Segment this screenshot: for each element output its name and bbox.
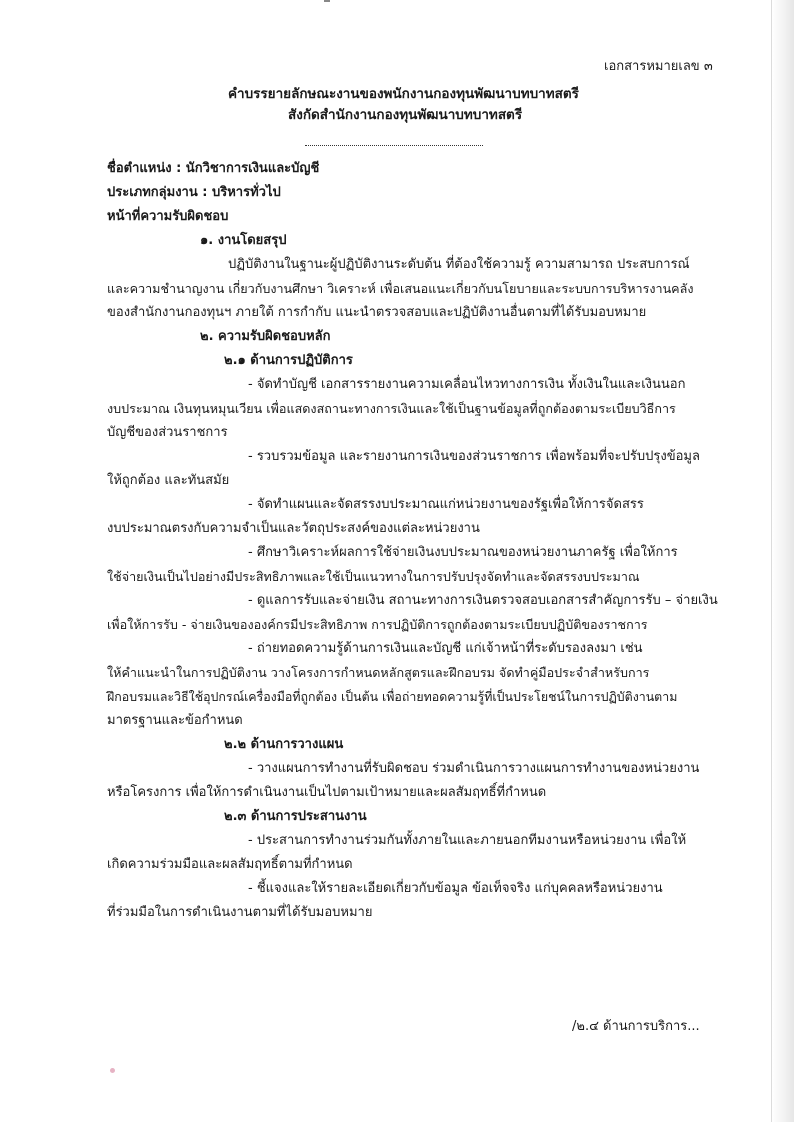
bullet-line: - ดูแลการรับและจ่ายเงิน สถานะทางการเงินตรวจสอบเอกสารสำคัญการรับ – จ่ายเงิน [248, 593, 718, 608]
bullet-line: - ศึกษาวิเคราะห์ผลการใช้จ่ายเงินงบประมาณของหน่วยงานภาครัฐ เพื่อให้การ [248, 545, 678, 560]
bullet-line: - ประสานการทำงานร่วมกันทั้งภายในและภายนอกทีมงานหรือหน่วยงาน เพื่อให้ [248, 833, 687, 848]
section-1-line: ของสำนักงานกองทุนฯ ภายใต้ การกำกับ แนะนำตรวจสอบและปฏิบัติงานอื่นตามที่ได้รับมอบหมาย [107, 305, 647, 320]
section-1-line: ปฏิบัติงานในฐานะผู้ปฏิบัติงานระดับต้น ที่ต้องใช้ความรู้ ความสามารถ ประสบการณ์ [228, 257, 690, 272]
page-edge-shadow [772, 0, 794, 1122]
bullet-line: ใช้จ่ายเงินเป็นไปอย่างมีประสิทธิภาพและใช้เป็นแนวทางในการปรับปรุงจัดทำและจัดสรรงบประมาณ [107, 569, 640, 584]
bullet-line: มาตรฐานและข้อกำหนด [107, 713, 243, 728]
document-title: คำบรรยายลักษณะงานของพนักงานกองทุนพัฒนาบทบาทสตรี [228, 86, 579, 102]
section-2-heading: ๒. ความรับผิดชอบหลัก [200, 329, 331, 344]
section-2-3-heading: ๒.๓ ด้านการประสานงาน [224, 809, 367, 824]
bullet-line: บัญชีของส่วนราชการ [107, 425, 228, 440]
bullet-line: ให้ถูกต้อง และทันสมัย [107, 473, 230, 488]
scan-mark [324, 0, 330, 2]
bullet-line: เพื่อให้การรับ - จ่ายเงินขององค์กรมีประสิทธิภาพ การปฏิบัติการถูกต้องตามระเบียบปฏิบัติของราชการ [107, 617, 648, 632]
scan-speck [110, 1068, 115, 1073]
bullet-line: ให้คำแนะนำในการปฏิบัติงาน วางโครงการกำหนดหลักสูตรและฝึกอบรม จัดทำคู่มือประจำสำหรับการ [107, 665, 650, 680]
bullet-line: งบประมาณ เงินทุนหมุนเวียน เพื่อแสดงสถานะทางการเงินและใช้เป็นฐานข้อมูลที่ถูกต้องตามระเบียบวิธีการ [107, 401, 676, 416]
bullet-line: - ชี้แจงและให้รายละเอียดเกี่ยวกับข้อมูล ข้อเท็จจริง แก่บุคคลหรือหน่วยงาน [248, 881, 663, 896]
bullet-line: - รวบรวมข้อมูล และรายงานการเงินของส่วนราชการ เพื่อพร้อมที่จะปรับปรุงข้อมูล [248, 449, 700, 464]
title-dotted-divider [305, 145, 483, 146]
section-1-line: และความชำนาญงาน เกี่ยวกับงานศึกษา วิเคราะห์ เพื่อเสนอแนะเกี่ยวกับนโยบายและระบบการบริหารงานคลัง [107, 281, 694, 296]
bullet-line: หรือโครงการ เพื่อให้การดำเนินงานเป็นไปตามเป้าหมายและผลสัมฤทธิ์ที่กำหนด [107, 785, 547, 800]
section-1-heading: ๑. งานโดยสรุป [200, 233, 287, 248]
bullet-line: - ถ่ายทอดความรู้ด้านการเงินและบัญชี แก่เจ้าหน้าที่ระดับรองลงมา เช่น [248, 641, 643, 656]
document-subtitle: สังกัดสำนักงานกองทุนพัฒนาบทบาทสตรี [288, 107, 523, 123]
bullet-line: งบประมาณตรงกับความจำเป็นและวัตถุประสงค์ของแต่ละหน่วยงาน [107, 521, 480, 536]
bullet-line: - วางแผนการทำงานที่รับผิดชอบ ร่วมดำเนินการวางแผนการทำงานของหน่วยงาน [248, 761, 700, 776]
section-2-2-heading: ๒.๒ ด้านการวางแผน [224, 737, 344, 752]
job-group: ประเภทกลุ่มงาน : บริหารทั่วไป [107, 185, 281, 200]
bullet-line: - จัดทำบัญชี เอกสารรายงานความเคลื่อนไหวทางการเงิน ทั้งเงินในและเงินนอก [248, 377, 686, 392]
bullet-line: เกิดความร่วมมือและผลสัมฤทธิ์ตามที่กำหนด [107, 857, 353, 872]
section-2-1-heading: ๒.๑ ด้านการปฏิบัติการ [224, 353, 353, 368]
position-title: ชื่อตำแหน่ง : นักวิชาการเงินและบัญชี [107, 161, 320, 176]
bullet-line: ที่ร่วมมือในการดำเนินงานตามที่ได้รับมอบหมาย [107, 905, 373, 920]
document-number: เอกสารหมายเลข ๓ [604, 59, 713, 74]
continued-footer: /๒.๔ ด้านการบริการ... [572, 1019, 700, 1034]
bullet-line: - จัดทำแผนและจัดสรรงบประมาณแก่หน่วยงานของรัฐเพื่อให้การจัดสรร [248, 497, 644, 512]
bullet-line: ฝึกอบรมและวิธีใช้อุปกรณ์เครื่องมือที่ถูกต้อง เป็นต้น เพื่อถ่ายทอดความรู้ที่เป็นประโยชน์ในการปฏิบัติงานตาม [107, 689, 678, 704]
duties-heading: หน้าที่ความรับผิดชอบ [107, 209, 229, 224]
